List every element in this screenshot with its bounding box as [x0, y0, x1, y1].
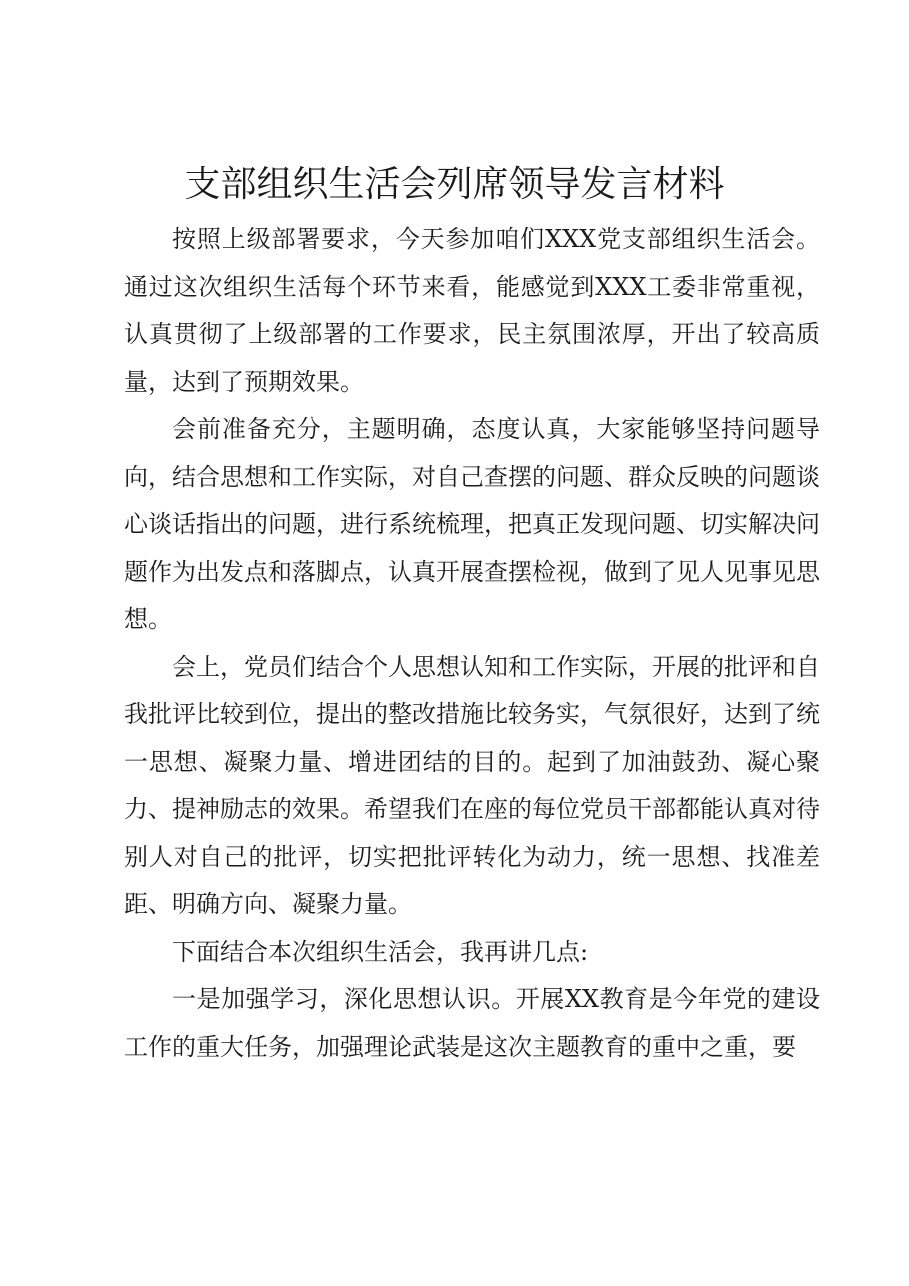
paragraph: 下面结合本次组织生活会，我再讲几点: — [172, 937, 589, 966]
paragraph: 一是加强学习，深化思想认识。开展XX教育是今年党的建设工作的重大任务，加强理论武装是这次主题教育的重中之重，要 — [124, 985, 820, 1061]
document-body — [124, 216, 820, 1071]
document-title: 支部组织生活会列席领导发言材料 — [184, 164, 725, 205]
paragraph: 按照上级部署要求，今天参加咱们XXX党支部组织生活会。通过这次组织生活每个环节来看，能感觉到XXX工委非常重视，认真贯彻了上级部署的工作要求，民主氛围浓厚，开出了较高质量，达到了预期效果。 — [124, 225, 820, 396]
paragraph: 会前准备充分，主题明确，态度认真，大家能够坚持问题导向，结合思想和工作实际，对自己查摆的问题、群众反映的问题谈心谈话指出的问题，进行系统梳理，把真正发现问题、切实解决问题作为出发点和落脚点，认真开展查摆检视，做到了见人见事见思想。 — [124, 415, 820, 633]
paragraph: 会上，党员们结合个人思想认知和工作实际，开展的批评和自我批评比较到位，提出的整改措施比较务实，气氛很好，达到了统一思想、凝聚力量、增进团结的目的。起到了加油鼓劲、凝心聚力、提神励志的效果。希望我们在座的每位党员干部都能认真对待别人对自己的批评，切实把批评转化为动力，统一思想、找准差距、明确方向、凝聚力量。 — [124, 652, 820, 918]
